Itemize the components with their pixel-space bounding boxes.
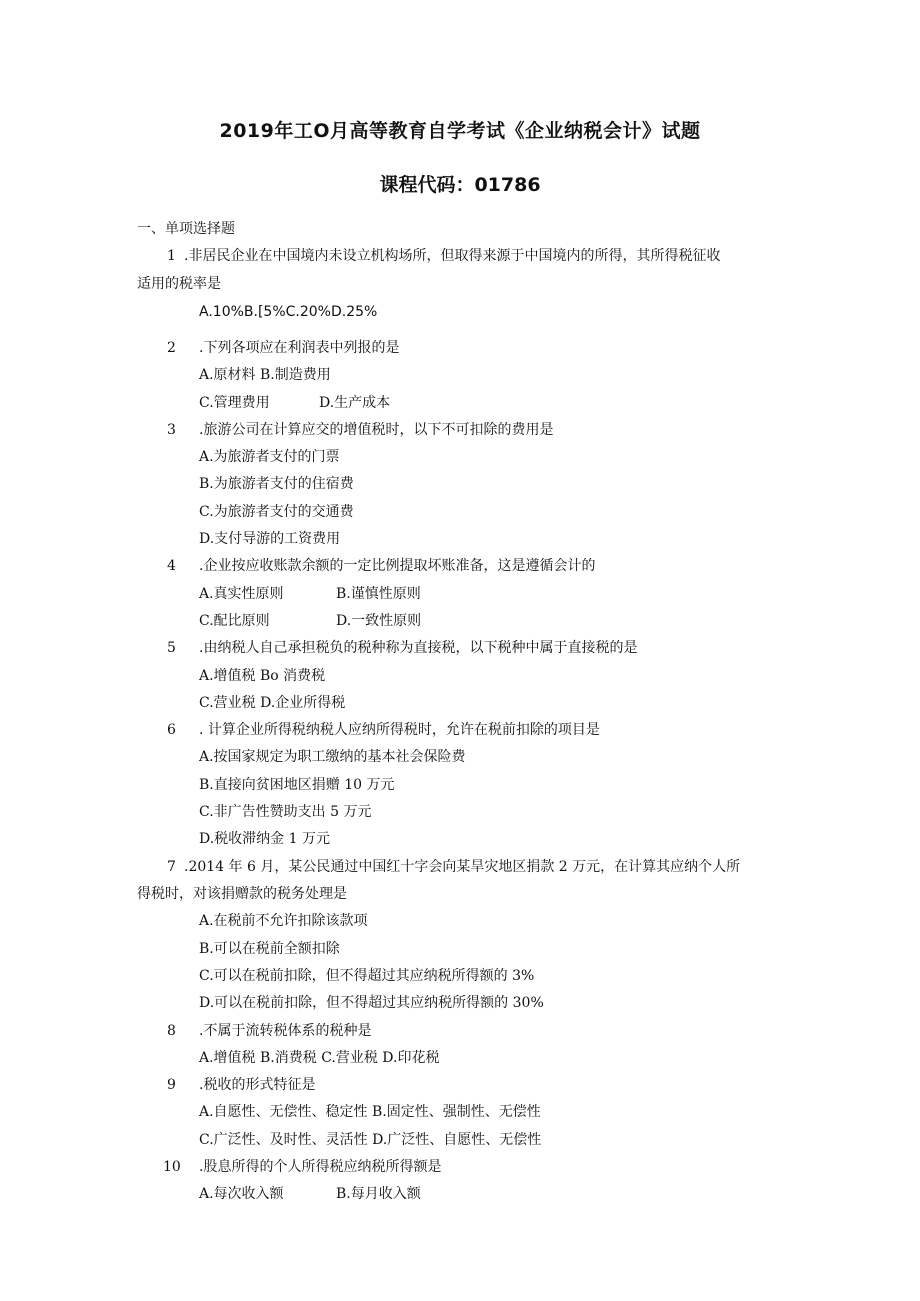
question-number: 3 bbox=[167, 422, 176, 438]
question-stem-continued: 适用的税率是 bbox=[137, 276, 221, 292]
question-stem: .由纳税人自己承担税负的税种称为直接税，以下税种中属于直接税的是 bbox=[199, 640, 638, 656]
question-number: 7 bbox=[167, 859, 176, 875]
question-stem: .2014 年 6 月，某公民通过中国红十字会向某旱灾地区捐款 2 万元，在计算其应纳个人所 bbox=[184, 859, 741, 875]
question-stem: .非居民企业在中国境内未设立机构场所，但取得来源于中国境内的所得，其所得税征收 bbox=[184, 248, 721, 264]
question-option: B.每月收入额 bbox=[336, 1186, 421, 1202]
question-number: 2 bbox=[167, 340, 176, 356]
question-option: D.生产成本 bbox=[319, 395, 391, 411]
question-stem: .企业按应收账款余额的一定比例提取坏账准备，这是遵循会计的 bbox=[199, 558, 596, 574]
question-option: A.增值税 B.消费税 C.营业税 D.印花税 bbox=[199, 1050, 440, 1066]
question-option: C.管理费用 bbox=[199, 395, 270, 411]
question-option: D.支付导游的工资费用 bbox=[199, 531, 341, 547]
question-option: C.非广告性赞助支出 5 万元 bbox=[199, 804, 372, 820]
question-option: C.为旅游者支付的交通费 bbox=[199, 504, 354, 520]
question-option: A.10%B.[5%C.20%D.25% bbox=[199, 304, 378, 320]
question-stem: .旅游公司在计算应交的增值税时，以下不可扣除的费用是 bbox=[199, 422, 554, 438]
course-code: 课程代码：01786 bbox=[379, 174, 541, 196]
question-option: A.在税前不允许扣除该款项 bbox=[199, 913, 368, 929]
question-option: A.真实性原则 bbox=[199, 586, 284, 602]
question-option: C.营业税 D.企业所得税 bbox=[199, 695, 346, 711]
question-number: 8 bbox=[167, 1023, 176, 1039]
question-option: C.可以在税前扣除，但不得超过其应纳税所得额的 3% bbox=[199, 968, 535, 984]
question-option: C.广泛性、及时性、灵活性 D.广泛性、自愿性、无偿性 bbox=[199, 1132, 542, 1148]
question-option: D.可以在税前扣除，但不得超过其应纳税所得额的 30% bbox=[199, 995, 544, 1011]
question-option: A.自愿性、无偿性、稳定性 B.固定性、强制性、无偿性 bbox=[199, 1104, 541, 1120]
question-stem: .下列各项应在利润表中列报的是 bbox=[199, 340, 400, 356]
question-option: A.原材料 B.制造费用 bbox=[199, 367, 331, 383]
question-number: 10 bbox=[163, 1159, 181, 1175]
question-option: D.税收滞纳金 1 万元 bbox=[199, 831, 330, 847]
question-option: B.可以在税前全额扣除 bbox=[199, 941, 340, 957]
question-number: 6 bbox=[167, 722, 176, 738]
question-stem-continued: 得税时，对该捐赠款的税务处理是 bbox=[137, 886, 347, 902]
question-number: 5 bbox=[167, 640, 176, 656]
question-option: D.一致性原则 bbox=[336, 613, 422, 629]
question-option: B.为旅游者支付的住宿费 bbox=[199, 476, 354, 492]
question-option: B.直接向贫困地区捐赠 10 万元 bbox=[199, 777, 395, 793]
section-heading: 一、单项选择题 bbox=[137, 221, 235, 237]
question-number: 4 bbox=[167, 558, 176, 574]
question-number: 9 bbox=[167, 1077, 176, 1093]
question-option: B.谨慎性原则 bbox=[336, 586, 421, 602]
question-option: C.配比原则 bbox=[199, 613, 270, 629]
question-option: A.增值税 Bo 消费税 bbox=[199, 668, 326, 684]
question-stem: .税收的形式特征是 bbox=[199, 1077, 316, 1093]
question-stem: .股息所得的个人所得税应纳税所得额是 bbox=[199, 1159, 442, 1175]
question-option: A.每次收入额 bbox=[199, 1186, 284, 1202]
question-stem: .不属于流转税体系的税种是 bbox=[199, 1023, 372, 1039]
page-title: 2019年工O月高等教育自学考试《企业纳税会计》试题 bbox=[219, 120, 701, 142]
question-option: A.为旅游者支付的门票 bbox=[199, 449, 340, 465]
question-number: 1 bbox=[167, 248, 176, 264]
question-stem: . 计算企业所得税纳税人应纳所得税时，允许在税前扣除的项目是 bbox=[199, 722, 600, 738]
question-option: A.按国家规定为职工缴纳的基本社会保险费 bbox=[199, 749, 466, 765]
